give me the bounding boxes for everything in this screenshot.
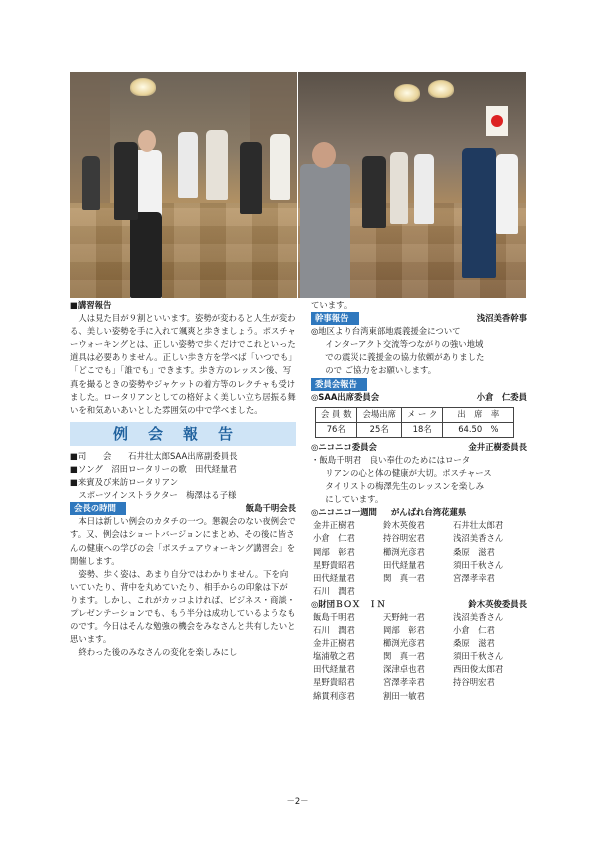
nikoniko-line: ・飯島千明君 良い奉仕のためにはロータ <box>311 454 471 465</box>
table-cell: 64.50 % <box>443 422 514 437</box>
attendance-table <box>315 407 514 438</box>
member-name: 岡部 彰君 <box>313 546 355 557</box>
president-name: 飯島千明会長 <box>245 503 296 514</box>
table-cell: 25名 <box>357 422 402 437</box>
floor <box>70 203 297 298</box>
name-row <box>313 676 527 689</box>
member-name: 塩浦敬之君 <box>313 651 355 662</box>
table-cell: 18名 <box>401 422 442 437</box>
member-name: 天野純一君 <box>383 611 425 622</box>
member-name: 金井正樹君 <box>313 520 355 531</box>
member-name: 持谷明宏君 <box>453 677 495 688</box>
president-time-label: 会長の時間 <box>70 502 126 515</box>
left-column <box>70 299 296 659</box>
saa-header <box>311 391 527 404</box>
saa-title: ◎SAA出席委員会 <box>311 391 380 402</box>
name-row <box>313 637 527 650</box>
person-dark <box>240 142 262 214</box>
nikoniko-line: にしています。 <box>325 494 384 505</box>
secretary-line: ◎地区より台湾東部地震義援金について <box>311 326 461 337</box>
secretary-header <box>311 312 527 325</box>
member-name: 鈴木英俊君 <box>383 520 425 531</box>
table-header-cell: メ ー ク <box>401 407 442 422</box>
member-name: 須田千秋さん <box>453 559 504 570</box>
photo-walking-lesson-right <box>298 72 526 298</box>
box-names <box>311 611 527 703</box>
member-name: 田代経量君 <box>383 559 425 570</box>
member-name: 浅沼美香さん <box>453 611 504 622</box>
person-dark <box>362 156 386 228</box>
member-name: 石井壮太郎君 <box>453 520 504 531</box>
secretary-line: インターアクト交流等つながりの強い地域 <box>325 339 484 350</box>
member-name: 星野貴昭君 <box>313 559 355 570</box>
meeting-report-title: 例会報告 <box>70 422 296 446</box>
name-row <box>313 650 527 663</box>
secretary-line: での震災に義援金の協力依頼がありました <box>325 352 485 363</box>
person-trousers <box>130 212 162 298</box>
member-name: 宮澤孝幸君 <box>453 572 495 583</box>
right-column <box>311 299 527 703</box>
president-para-2: 姿勢、歩く姿は、あまり自分ではわかりません。下を向いていたり、背中を丸めていたり、相手からの印象は下がります。しかし、これがカッコよければ、ビジネス・商談・プレゼンテーションでも、もう半分は成功しているようなものです。今日はそんな勉強の機会をみなさんと共有したいと思います。 <box>70 568 296 645</box>
name-row <box>313 611 527 624</box>
name-row <box>313 519 527 532</box>
committee-header <box>311 378 527 391</box>
name-row <box>313 624 527 637</box>
guest-line: スポーツインストラクター 梅澤はる子様 <box>78 490 237 501</box>
member-name: 須田千秋さん <box>453 651 504 662</box>
member-name: 桑原 滋君 <box>453 638 495 649</box>
member-name: 綿貫利彦君 <box>313 690 355 701</box>
name-row <box>313 572 527 585</box>
table-header-cell: 出 席 率 <box>443 407 514 422</box>
secretary-name: 浅沼美香幹事 <box>476 313 527 324</box>
person-white <box>206 130 228 200</box>
member-name: 浅沼美香さん <box>453 533 504 544</box>
flag-icon <box>486 106 508 136</box>
person-white <box>390 152 408 224</box>
lecture-report-body: 人は見た目が９割といいます。姿勢が変わると人生が変わる、美しい姿勢を手に入れて颯爽と歩きましょう。ポスチャーウォーキングとは、正しい姿勢で歩くだけでこれといった道具は必要ありません。正しい歩き方を学べば「いつでも」「どこでも」「誰でも」できます。歩き方のレッスン後、写真を撮るときの姿勢やジャケットの着方等のレクチャも受けました。ロータリアンとしての格好よく美しい立ち居振る舞いを和気あいあいとした雰囲気の中で学べました。 <box>70 313 296 415</box>
member-name: 石川 潤君 <box>313 625 355 636</box>
member-name: 桑原 滋君 <box>453 546 495 557</box>
page-number: －2－ <box>286 796 309 806</box>
person-dark <box>114 142 138 220</box>
chair-line: ■司 会 石井壮太郎SAA出席副委員長 <box>70 450 238 461</box>
person-head <box>312 142 336 168</box>
person-white <box>414 154 434 224</box>
table-header-cell: 会場出席 <box>357 407 402 422</box>
name-row <box>313 546 527 559</box>
committee-label: 委員会報告 <box>311 378 367 391</box>
photo-walking-lesson-left <box>70 72 297 298</box>
nikoniko-name: 金井正樹委員長 <box>468 441 527 452</box>
president-para-3: 終わった後のみなさんの変化を楽しみにし <box>78 647 238 658</box>
member-name: 関 真一君 <box>383 651 425 662</box>
name-row <box>313 532 527 545</box>
chandelier <box>428 80 454 98</box>
member-name: 西田俊太郎君 <box>453 664 504 675</box>
member-name: 櫛渕光彦君 <box>383 546 425 557</box>
president-continued: ています。 <box>311 300 353 310</box>
nikoniko-line: タイリストの梅澤先生のレッスンを楽しみ <box>325 481 484 492</box>
lecture-report-heading: ■講習報告 <box>70 300 112 310</box>
nikoniko-week-title: ◎ニコニコ一週間 <box>311 507 377 518</box>
member-name: 田代経量君 <box>313 572 355 583</box>
chandelier <box>394 84 420 102</box>
person-white <box>496 154 518 234</box>
member-name: 星野貴昭君 <box>313 677 355 688</box>
person-white <box>270 134 290 200</box>
secretary-label: 幹事報告 <box>311 312 359 325</box>
secretary-line: ので ご協力をお願いします。 <box>325 365 437 376</box>
member-name: 小倉 仁君 <box>453 625 495 636</box>
member-name: 飯島千明君 <box>313 611 355 622</box>
table-header-cell: 会 員 数 <box>316 407 357 422</box>
person-head <box>138 130 156 152</box>
member-name: 関 真一君 <box>383 572 425 583</box>
photo-strip <box>70 72 526 298</box>
name-row <box>313 663 527 676</box>
box-title: ◎財団ＢＯＸ ＩＮ <box>311 598 386 609</box>
nikoniko-week-subtitle: がんばれ台湾花蓮県 <box>390 507 467 518</box>
saa-name: 小倉 仁委員 <box>476 391 527 402</box>
president-para-1: 本日は新しい例会のカタチの一つ。懇親会のない夜例会です。又、例会はショートバージョンにまとめ、その後に皆さんの健康への学びの会「ポスチュアウォーキング講習会」を開催します。 <box>70 516 296 566</box>
person-navy-jacket <box>462 148 496 278</box>
name-row <box>313 559 527 572</box>
member-name: 石川 潤君 <box>313 585 355 596</box>
table-row <box>316 422 514 437</box>
member-name: 持谷明宏君 <box>383 533 425 544</box>
person-background <box>82 156 100 210</box>
president-time-header <box>70 502 296 515</box>
chandelier <box>130 78 156 96</box>
member-name: 小倉 仁君 <box>313 533 355 544</box>
nikoniko-line: リアンの心と体の健康が大切。ポスチャース <box>325 467 492 478</box>
nikoniko-title: ◎ニコニコ委員会 <box>311 441 377 452</box>
nikoniko-week-names <box>311 519 527 598</box>
table-row <box>316 407 514 422</box>
nikoniko-header <box>311 441 527 454</box>
name-row <box>313 585 527 598</box>
person-white <box>178 132 198 198</box>
box-header <box>311 598 527 611</box>
song-line: ■ソング 沼田ロータリーの歌 田代経量君 <box>70 463 237 474</box>
member-name: 宮澤孝幸君 <box>383 677 425 688</box>
member-name: 金井正樹君 <box>313 638 355 649</box>
member-name: 櫛渕光彦君 <box>383 638 425 649</box>
member-name: 深津卓也君 <box>383 664 425 675</box>
member-name: 田代経量君 <box>313 664 355 675</box>
nikoniko-week-header <box>311 506 527 519</box>
name-row <box>313 690 527 703</box>
box-name: 鈴木英俊委員長 <box>468 598 527 609</box>
guests-label: ■来賓及び来訪ロータリアン <box>70 477 179 488</box>
person-gray-jacket <box>300 164 350 298</box>
table-cell: 76名 <box>316 422 357 437</box>
member-name: 割田一敏君 <box>383 690 425 701</box>
member-name: 岡部 彰君 <box>383 625 425 636</box>
